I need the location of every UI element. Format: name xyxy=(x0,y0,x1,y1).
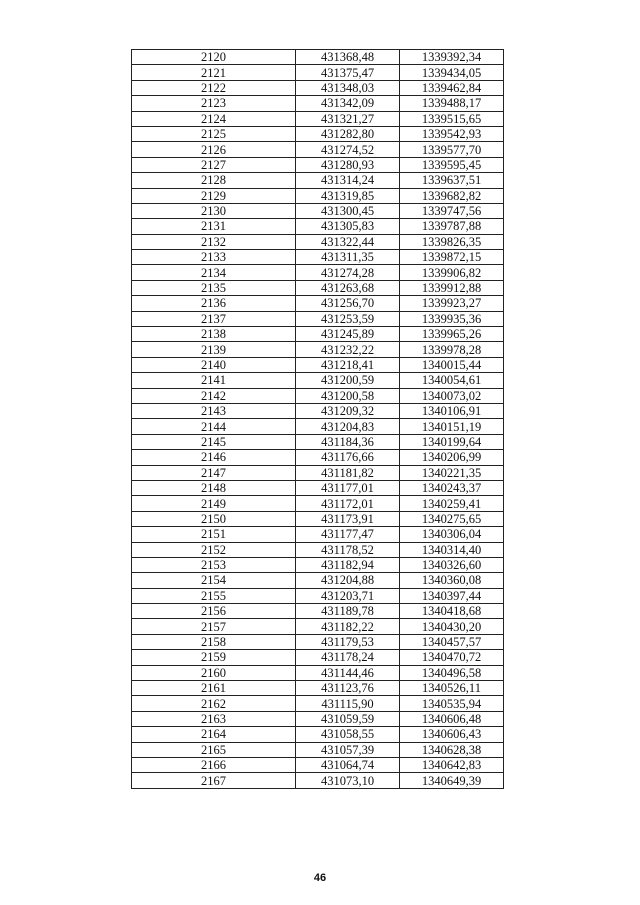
point-number-cell: 2152 xyxy=(132,542,296,557)
y-coordinate-cell: 1339462,84 xyxy=(400,80,504,95)
x-coordinate-cell: 431200,59 xyxy=(296,373,400,388)
x-coordinate-cell: 431123,76 xyxy=(296,681,400,696)
y-coordinate-cell: 1339747,56 xyxy=(400,203,504,218)
x-coordinate-cell: 431253,59 xyxy=(296,311,400,326)
x-coordinate-cell: 431057,39 xyxy=(296,742,400,757)
x-coordinate-cell: 431342,09 xyxy=(296,96,400,111)
table-row xyxy=(132,527,504,542)
x-coordinate-cell: 431311,35 xyxy=(296,250,400,265)
point-number-cell: 2142 xyxy=(132,388,296,403)
point-number-cell: 2145 xyxy=(132,434,296,449)
table-row xyxy=(132,203,504,218)
y-coordinate-cell: 1339906,82 xyxy=(400,265,504,280)
y-coordinate-cell: 1340054,61 xyxy=(400,373,504,388)
x-coordinate-cell: 431189,78 xyxy=(296,604,400,619)
point-number-cell: 2155 xyxy=(132,588,296,603)
table-row xyxy=(132,434,504,449)
point-number-cell: 2139 xyxy=(132,342,296,357)
y-coordinate-cell: 1340151,19 xyxy=(400,419,504,434)
y-coordinate-cell: 1340430,20 xyxy=(400,619,504,634)
table-row xyxy=(132,173,504,188)
y-coordinate-cell: 1340243,37 xyxy=(400,480,504,495)
table-row xyxy=(132,157,504,172)
y-coordinate-cell: 1340106,91 xyxy=(400,403,504,418)
table-row xyxy=(132,142,504,157)
point-number-cell: 2124 xyxy=(132,111,296,126)
y-coordinate-cell: 1340642,83 xyxy=(400,757,504,772)
point-number-cell: 2146 xyxy=(132,450,296,465)
x-coordinate-cell: 431322,44 xyxy=(296,234,400,249)
x-coordinate-cell: 431172,01 xyxy=(296,496,400,511)
y-coordinate-cell: 1339488,17 xyxy=(400,96,504,111)
y-coordinate-cell: 1340535,94 xyxy=(400,696,504,711)
table-row xyxy=(132,496,504,511)
table-row xyxy=(132,50,504,65)
x-coordinate-cell: 431375,47 xyxy=(296,65,400,80)
y-coordinate-cell: 1340073,02 xyxy=(400,388,504,403)
y-coordinate-cell: 1339392,34 xyxy=(400,50,504,65)
x-coordinate-cell: 431059,59 xyxy=(296,711,400,726)
x-coordinate-cell: 431173,91 xyxy=(296,511,400,526)
y-coordinate-cell: 1339787,88 xyxy=(400,219,504,234)
table-row xyxy=(132,742,504,757)
point-number-cell: 2141 xyxy=(132,373,296,388)
table-row xyxy=(132,357,504,372)
point-number-cell: 2150 xyxy=(132,511,296,526)
point-number-cell: 2120 xyxy=(132,50,296,65)
point-number-cell: 2133 xyxy=(132,250,296,265)
x-coordinate-cell: 431200,58 xyxy=(296,388,400,403)
x-coordinate-cell: 431274,28 xyxy=(296,265,400,280)
x-coordinate-cell: 431184,36 xyxy=(296,434,400,449)
point-number-cell: 2134 xyxy=(132,265,296,280)
y-coordinate-cell: 1339935,36 xyxy=(400,311,504,326)
table-row xyxy=(132,711,504,726)
point-number-cell: 2126 xyxy=(132,142,296,157)
coordinates-table-body xyxy=(132,50,504,789)
y-coordinate-cell: 1339515,65 xyxy=(400,111,504,126)
table-row xyxy=(132,111,504,126)
table-row xyxy=(132,373,504,388)
point-number-cell: 2143 xyxy=(132,403,296,418)
point-number-cell: 2149 xyxy=(132,496,296,511)
table-row xyxy=(132,388,504,403)
y-coordinate-cell: 1339965,26 xyxy=(400,327,504,342)
y-coordinate-cell: 1339595,45 xyxy=(400,157,504,172)
y-coordinate-cell: 1339682,82 xyxy=(400,188,504,203)
table-row xyxy=(132,480,504,495)
point-number-cell: 2128 xyxy=(132,173,296,188)
x-coordinate-cell: 431181,82 xyxy=(296,465,400,480)
y-coordinate-cell: 1340496,58 xyxy=(400,665,504,680)
y-coordinate-cell: 1339912,88 xyxy=(400,280,504,295)
x-coordinate-cell: 431182,22 xyxy=(296,619,400,634)
x-coordinate-cell: 431300,45 xyxy=(296,203,400,218)
table-row xyxy=(132,265,504,280)
point-number-cell: 2154 xyxy=(132,573,296,588)
point-number-cell: 2125 xyxy=(132,126,296,141)
table-row xyxy=(132,604,504,619)
table-row xyxy=(132,619,504,634)
y-coordinate-cell: 1340206,99 xyxy=(400,450,504,465)
x-coordinate-cell: 431064,74 xyxy=(296,757,400,772)
x-coordinate-cell: 431305,83 xyxy=(296,219,400,234)
y-coordinate-cell: 1340221,35 xyxy=(400,465,504,480)
y-coordinate-cell: 1340275,65 xyxy=(400,511,504,526)
x-coordinate-cell: 431274,52 xyxy=(296,142,400,157)
x-coordinate-cell: 431177,47 xyxy=(296,527,400,542)
point-number-cell: 2165 xyxy=(132,742,296,757)
y-coordinate-cell: 1340306,04 xyxy=(400,527,504,542)
point-number-cell: 2151 xyxy=(132,527,296,542)
x-coordinate-cell: 431321,27 xyxy=(296,111,400,126)
point-number-cell: 2161 xyxy=(132,681,296,696)
point-number-cell: 2140 xyxy=(132,357,296,372)
table-row xyxy=(132,681,504,696)
y-coordinate-cell: 1340649,39 xyxy=(400,773,504,788)
x-coordinate-cell: 431314,24 xyxy=(296,173,400,188)
table-row xyxy=(132,280,504,295)
table-row xyxy=(132,450,504,465)
x-coordinate-cell: 431073,10 xyxy=(296,773,400,788)
table-row xyxy=(132,696,504,711)
y-coordinate-cell: 1340314,40 xyxy=(400,542,504,557)
x-coordinate-cell: 431232,22 xyxy=(296,342,400,357)
point-number-cell: 2122 xyxy=(132,80,296,95)
y-coordinate-cell: 1340015,44 xyxy=(400,357,504,372)
point-number-cell: 2127 xyxy=(132,157,296,172)
x-coordinate-cell: 431282,80 xyxy=(296,126,400,141)
point-number-cell: 2157 xyxy=(132,619,296,634)
table-row xyxy=(132,634,504,649)
y-coordinate-cell: 1339542,93 xyxy=(400,126,504,141)
y-coordinate-cell: 1340199,64 xyxy=(400,434,504,449)
y-coordinate-cell: 1340259,41 xyxy=(400,496,504,511)
point-number-cell: 2162 xyxy=(132,696,296,711)
point-number-cell: 2147 xyxy=(132,465,296,480)
x-coordinate-cell: 431280,93 xyxy=(296,157,400,172)
table-row xyxy=(132,542,504,557)
y-coordinate-cell: 1339872,15 xyxy=(400,250,504,265)
table-row xyxy=(132,296,504,311)
x-coordinate-cell: 431209,32 xyxy=(296,403,400,418)
y-coordinate-cell: 1339978,28 xyxy=(400,342,504,357)
point-number-cell: 2144 xyxy=(132,419,296,434)
point-number-cell: 2160 xyxy=(132,665,296,680)
x-coordinate-cell: 431204,83 xyxy=(296,419,400,434)
table-row xyxy=(132,80,504,95)
table-row xyxy=(132,465,504,480)
point-number-cell: 2130 xyxy=(132,203,296,218)
point-number-cell: 2121 xyxy=(132,65,296,80)
table-row xyxy=(132,96,504,111)
x-coordinate-cell: 431203,71 xyxy=(296,588,400,603)
table-row xyxy=(132,588,504,603)
x-coordinate-cell: 431179,53 xyxy=(296,634,400,649)
y-coordinate-cell: 1340326,60 xyxy=(400,557,504,572)
y-coordinate-cell: 1339826,35 xyxy=(400,234,504,249)
table-row xyxy=(132,665,504,680)
table-row xyxy=(132,342,504,357)
point-number-cell: 2167 xyxy=(132,773,296,788)
point-number-cell: 2129 xyxy=(132,188,296,203)
point-number-cell: 2166 xyxy=(132,757,296,772)
x-coordinate-cell: 431115,90 xyxy=(296,696,400,711)
table-row xyxy=(132,311,504,326)
x-coordinate-cell: 431218,41 xyxy=(296,357,400,372)
point-number-cell: 2135 xyxy=(132,280,296,295)
point-number-cell: 2148 xyxy=(132,480,296,495)
point-number-cell: 2137 xyxy=(132,311,296,326)
table-row xyxy=(132,250,504,265)
y-coordinate-cell: 1339434,05 xyxy=(400,65,504,80)
table-row xyxy=(132,65,504,80)
y-coordinate-cell: 1340457,57 xyxy=(400,634,504,649)
y-coordinate-cell: 1339577,70 xyxy=(400,142,504,157)
table-row xyxy=(132,650,504,665)
x-coordinate-cell: 431182,94 xyxy=(296,557,400,572)
y-coordinate-cell: 1340470,72 xyxy=(400,650,504,665)
x-coordinate-cell: 431245,89 xyxy=(296,327,400,342)
x-coordinate-cell: 431263,68 xyxy=(296,280,400,295)
x-coordinate-cell: 431368,48 xyxy=(296,50,400,65)
y-coordinate-cell: 1340606,43 xyxy=(400,727,504,742)
table-row xyxy=(132,727,504,742)
x-coordinate-cell: 431348,03 xyxy=(296,80,400,95)
table-row xyxy=(132,234,504,249)
table-row xyxy=(132,219,504,234)
point-number-cell: 2123 xyxy=(132,96,296,111)
table-row xyxy=(132,327,504,342)
x-coordinate-cell: 431178,24 xyxy=(296,650,400,665)
point-number-cell: 2158 xyxy=(132,634,296,649)
x-coordinate-cell: 431256,70 xyxy=(296,296,400,311)
coordinates-table xyxy=(131,49,504,789)
point-number-cell: 2163 xyxy=(132,711,296,726)
y-coordinate-cell: 1340418,68 xyxy=(400,604,504,619)
x-coordinate-cell: 431178,52 xyxy=(296,542,400,557)
page-number: 46 xyxy=(313,872,327,884)
y-coordinate-cell: 1340397,44 xyxy=(400,588,504,603)
x-coordinate-cell: 431204,88 xyxy=(296,573,400,588)
x-coordinate-cell: 431058,55 xyxy=(296,727,400,742)
x-coordinate-cell: 431176,66 xyxy=(296,450,400,465)
x-coordinate-cell: 431144,46 xyxy=(296,665,400,680)
point-number-cell: 2159 xyxy=(132,650,296,665)
x-coordinate-cell: 431177,01 xyxy=(296,480,400,495)
table-row xyxy=(132,419,504,434)
y-coordinate-cell: 1339637,51 xyxy=(400,173,504,188)
table-row xyxy=(132,773,504,788)
y-coordinate-cell: 1339923,27 xyxy=(400,296,504,311)
point-number-cell: 2156 xyxy=(132,604,296,619)
table-row xyxy=(132,511,504,526)
y-coordinate-cell: 1340526,11 xyxy=(400,681,504,696)
table-row xyxy=(132,403,504,418)
point-number-cell: 2164 xyxy=(132,727,296,742)
table-row xyxy=(132,557,504,572)
point-number-cell: 2136 xyxy=(132,296,296,311)
table-row xyxy=(132,757,504,772)
point-number-cell: 2132 xyxy=(132,234,296,249)
y-coordinate-cell: 1340360,08 xyxy=(400,573,504,588)
x-coordinate-cell: 431319,85 xyxy=(296,188,400,203)
table-row xyxy=(132,188,504,203)
table-row xyxy=(132,573,504,588)
point-number-cell: 2153 xyxy=(132,557,296,572)
y-coordinate-cell: 1340606,48 xyxy=(400,711,504,726)
point-number-cell: 2138 xyxy=(132,327,296,342)
table-row xyxy=(132,126,504,141)
y-coordinate-cell: 1340628,38 xyxy=(400,742,504,757)
point-number-cell: 2131 xyxy=(132,219,296,234)
